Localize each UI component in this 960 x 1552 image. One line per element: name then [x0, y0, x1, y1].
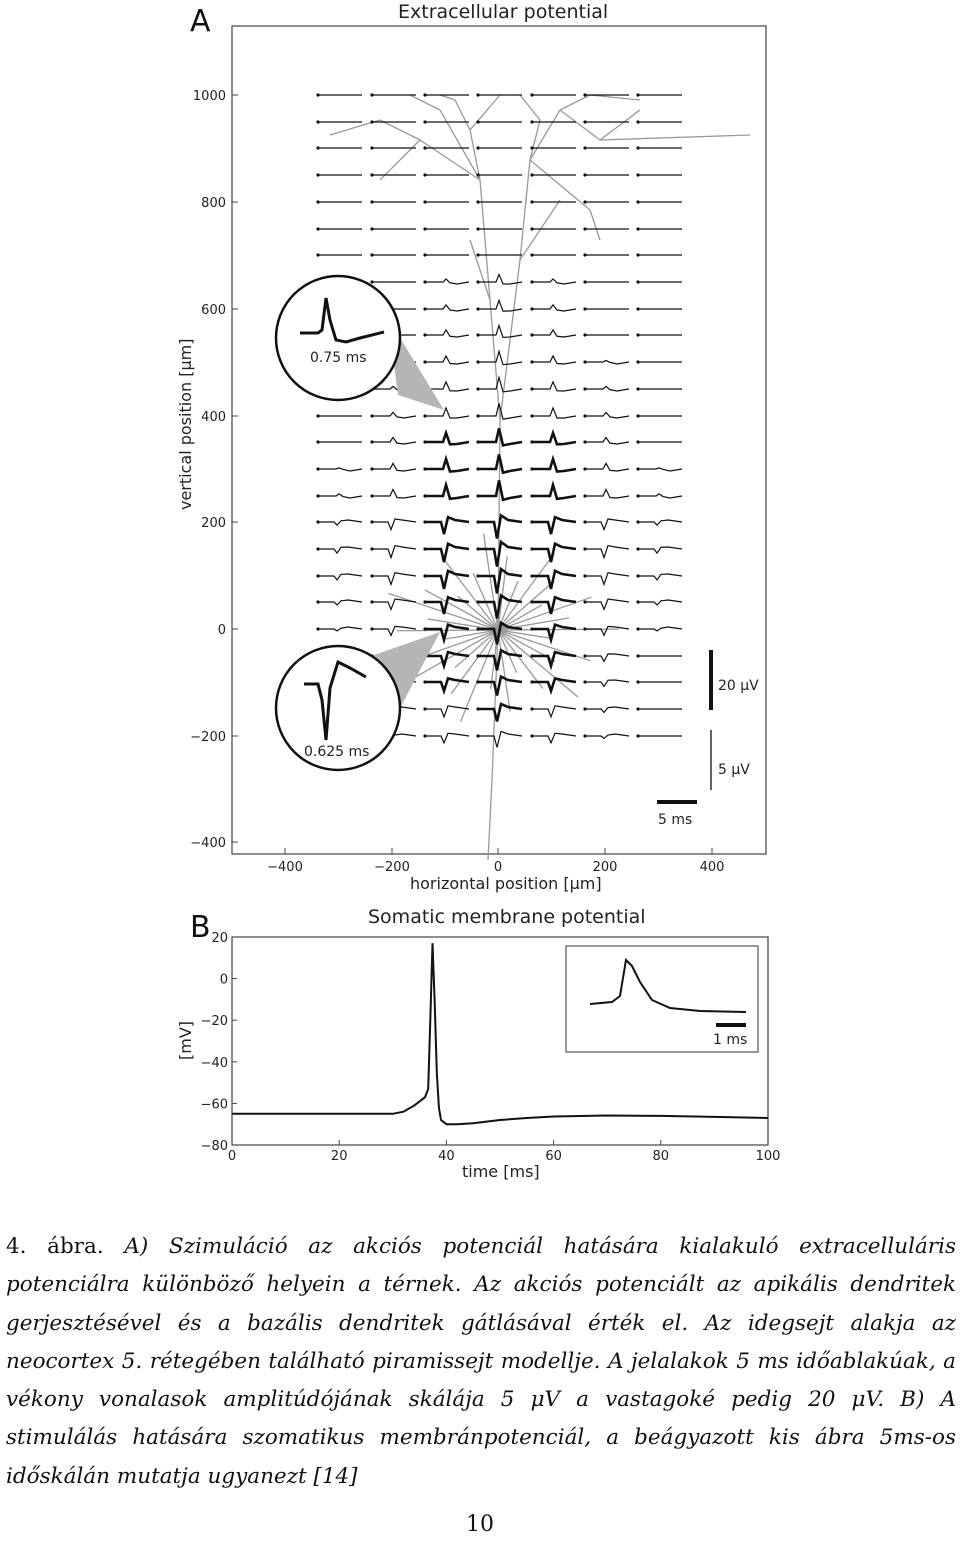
- panel-a-xtick-label: −400: [267, 860, 303, 875]
- panel-b-xtick-label: 100: [755, 1149, 781, 1164]
- caption-text: A) Szimuláció az akciós potenciál hatására kialakuló extracelluláris potenciálra különböző helyein a térnek. Az akciós potenciált az apikális dendritek gerjesztésével és a bazális dendritek gátlásával érték el. Az idegsejt alakja az neocortex 5. rétegében található piramissejt modellje. A jelalakok 5 ms időablakúak, a vékony vonalasok amplitúdójának skálája 5 μV a vastagoké pedig 20 μV. B) A stimulálás hatására szomatikus membránpotenciál, a beágyazott kis ábra 5ms-os időskálán mutatja ugyanezt [14]: [6, 1234, 956, 1489]
- panel-a-xtick-label: −200: [374, 860, 410, 875]
- panel-b-xtick-label: 80: [652, 1149, 670, 1164]
- panel-a-ytick-label: 600: [201, 303, 226, 318]
- panel-a-title: Extracellular potential: [398, 1, 609, 23]
- panel-a-ytick-label: 800: [201, 196, 226, 211]
- panel-b-ytick-label: −60: [200, 1097, 228, 1113]
- panel-b-ytick-label: −40: [200, 1055, 228, 1071]
- panel-a-ytick-label: −200: [190, 730, 226, 745]
- caption-label: 4. ábra.: [6, 1234, 104, 1259]
- scale-label-thin: 5 μV: [718, 762, 750, 778]
- panel-a-ytick-label: 1000: [192, 89, 226, 104]
- panel-b-inset-scale-label: 1 ms: [713, 1032, 748, 1048]
- panel-b-xtick-label: 40: [438, 1149, 455, 1164]
- panel-b-title: Somatic membrane potential: [368, 906, 646, 928]
- panel-b-xlabel: time [ms]: [462, 1162, 540, 1181]
- panel-b-ylabel: [mV]: [176, 1020, 195, 1060]
- panel-b-ytick-label: 0: [219, 972, 228, 988]
- panel-b-xtick-label: 60: [545, 1149, 562, 1164]
- panel-a-xlabel: horizontal position [μm]: [410, 874, 602, 893]
- panel-a-ytick-label: 200: [201, 516, 226, 531]
- panel-a-letter: A: [190, 4, 211, 39]
- scale-label-time: 5 ms: [658, 812, 693, 828]
- panel-a-ylabel: vertical position [μm]: [176, 338, 195, 510]
- panel-b-xtick-label: 0: [227, 1149, 237, 1164]
- panel-a-ytick-label: 0: [217, 623, 226, 638]
- panel-b-xtick-label: 20: [330, 1149, 348, 1164]
- panel-a-xtick-label: 400: [699, 860, 725, 875]
- inset-top-label: 0.75 ms: [310, 350, 367, 366]
- figure-caption: [6, 1228, 956, 1496]
- panel-b-letter: B: [190, 910, 211, 945]
- inset-bottom-label: 0.625 ms: [304, 744, 370, 760]
- panel-a-ytick-label: −400: [190, 836, 226, 851]
- panel-a-xtick-label: 200: [592, 860, 618, 875]
- panel-a-xtick-label: 0: [493, 860, 503, 875]
- page-number: 10: [466, 1512, 494, 1537]
- panel-b-ytick-label: 20: [211, 931, 228, 946]
- scale-label-thick: 20 μV: [718, 678, 759, 694]
- panel-b-ytick-label: −80: [200, 1139, 228, 1154]
- panel-a-ytick-label: 400: [201, 410, 226, 425]
- panel-b-ytick-label: −20: [200, 1014, 228, 1030]
